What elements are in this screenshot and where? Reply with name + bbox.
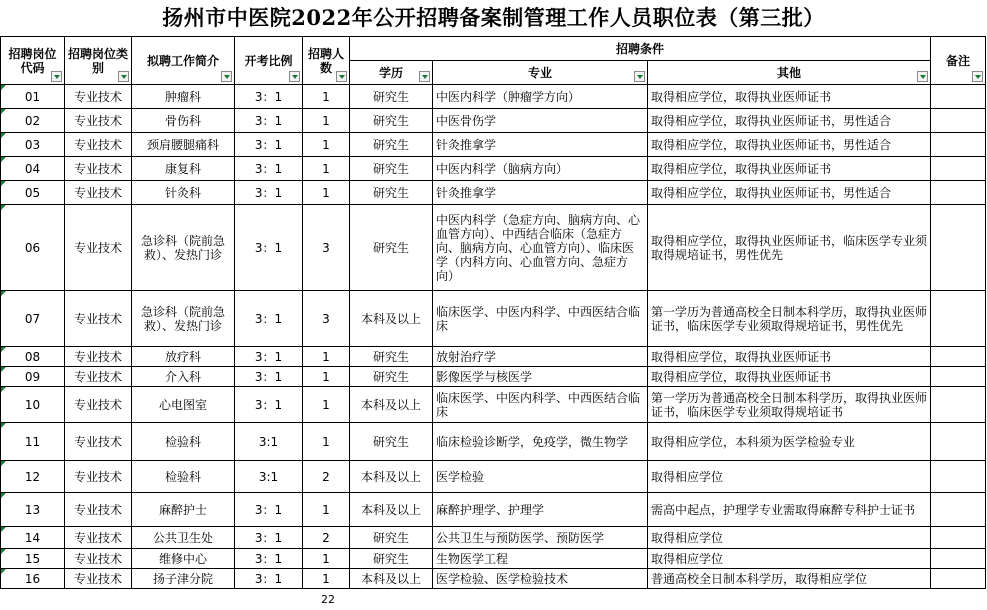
- cell-category[interactable]: 专业技术: [65, 181, 132, 205]
- header-conditions: 招聘条件: [350, 37, 931, 61]
- table-row: [1, 461, 986, 493]
- cell-major[interactable]: 中医内科学（脑病方向）: [433, 157, 648, 181]
- cell-ratio[interactable]: 3：1: [235, 549, 303, 569]
- table-row: [1, 493, 986, 527]
- filter-dropdown-icon[interactable]: [634, 71, 645, 82]
- table-row: [1, 347, 986, 367]
- cell-job[interactable]: 肿瘤科: [132, 85, 235, 109]
- cell-other[interactable]: 第一学历为普通高校全日制本科学历，取得执业医师证书，临床医学专业须取得规培证书，男性优先: [648, 291, 931, 347]
- cell-education[interactable]: 研究生: [350, 133, 433, 157]
- cell-remark[interactable]: [931, 181, 986, 205]
- cell-major[interactable]: 临床检验诊断学，免疫学，微生物学: [433, 423, 648, 461]
- cell-category[interactable]: 专业技术: [65, 569, 132, 589]
- cell-code[interactable]: 11: [1, 423, 65, 461]
- table-row: [1, 387, 986, 423]
- cell-major[interactable]: 中医骨伤学: [433, 109, 648, 133]
- cell-category[interactable]: 专业技术: [65, 549, 132, 569]
- cell-other[interactable]: 普通高校全日制本科学历，取得相应学位: [648, 569, 931, 589]
- cell-category[interactable]: 专业技术: [65, 157, 132, 181]
- cell-category[interactable]: 专业技术: [65, 109, 132, 133]
- cell-category[interactable]: 专业技术: [65, 347, 132, 367]
- cell-other[interactable]: 取得相应学位，取得执业医师证书，男性适合: [648, 181, 931, 205]
- cell-count[interactable]: 2: [303, 461, 350, 493]
- cell-major[interactable]: 医学检验: [433, 461, 648, 493]
- cell-count[interactable]: 3: [303, 205, 350, 291]
- cell-education[interactable]: 研究生: [350, 527, 433, 549]
- cell-category[interactable]: 专业技术: [65, 291, 132, 347]
- cell-major[interactable]: 针灸推拿学: [433, 181, 648, 205]
- header-category[interactable]: 招聘岗位类别: [65, 37, 132, 85]
- cell-code[interactable]: 02: [1, 109, 65, 133]
- table-row: [1, 569, 986, 589]
- cell-remark[interactable]: [931, 527, 986, 549]
- filter-dropdown-icon[interactable]: [51, 71, 62, 82]
- header-major[interactable]: 专业: [433, 61, 648, 85]
- filter-dropdown-icon[interactable]: [118, 71, 129, 82]
- cell-remark[interactable]: [931, 493, 986, 527]
- cell-job[interactable]: 麻醉护士: [132, 493, 235, 527]
- cell-major[interactable]: 影像医学与核医学: [433, 367, 648, 387]
- cell-ratio[interactable]: 3：1: [235, 347, 303, 367]
- cell-category[interactable]: 专业技术: [65, 461, 132, 493]
- cell-other[interactable]: 取得相应学位，本科须为医学检验专业: [648, 423, 931, 461]
- cell-code[interactable]: 10: [1, 387, 65, 423]
- cell-ratio[interactable]: 3：1: [235, 85, 303, 109]
- cell-count[interactable]: 1: [303, 109, 350, 133]
- cell-remark[interactable]: [931, 109, 986, 133]
- table-row: [1, 205, 986, 291]
- cell-remark[interactable]: [931, 569, 986, 589]
- cell-education[interactable]: 本科及以上: [350, 569, 433, 589]
- filter-dropdown-icon[interactable]: [336, 71, 347, 82]
- cell-education[interactable]: 研究生: [350, 205, 433, 291]
- cell-major[interactable]: 医学检验、医学检验技术: [433, 569, 648, 589]
- cell-remark[interactable]: [931, 291, 986, 347]
- cell-count[interactable]: 1: [303, 493, 350, 527]
- cell-remark[interactable]: [931, 347, 986, 367]
- cell-major[interactable]: 生物医学工程: [433, 549, 648, 569]
- filter-dropdown-icon[interactable]: [972, 71, 983, 82]
- cell-major[interactable]: 放射治疗学: [433, 347, 648, 367]
- table-row: [1, 157, 986, 181]
- cell-ratio[interactable]: 3：1: [235, 493, 303, 527]
- table-row: [1, 423, 986, 461]
- filter-dropdown-icon[interactable]: [221, 71, 232, 82]
- cell-other[interactable]: 取得相应学位: [648, 461, 931, 493]
- cell-major[interactable]: 临床医学、中医内科学、中西医结合临床: [433, 291, 648, 347]
- cell-education[interactable]: 研究生: [350, 181, 433, 205]
- cell-ratio[interactable]: 3：1: [235, 133, 303, 157]
- cell-code[interactable]: 04: [1, 157, 65, 181]
- cell-other[interactable]: 取得相应学位，取得执业医师证书: [648, 367, 931, 387]
- table-row: [1, 527, 986, 549]
- cell-other[interactable]: 取得相应学位，取得执业医师证书: [648, 347, 931, 367]
- cell-remark[interactable]: [931, 549, 986, 569]
- filter-dropdown-icon[interactable]: [419, 71, 430, 82]
- table-row: [1, 549, 986, 569]
- cell-code[interactable]: 07: [1, 291, 65, 347]
- cell-major[interactable]: 麻醉护理学、护理学: [433, 493, 648, 527]
- cell-remark[interactable]: [931, 461, 986, 493]
- cell-ratio[interactable]: 3：1: [235, 205, 303, 291]
- header-other[interactable]: 其他: [648, 61, 931, 85]
- cell-code[interactable]: 01: [1, 85, 65, 109]
- cell-category[interactable]: 专业技术: [65, 423, 132, 461]
- cell-education[interactable]: 研究生: [350, 157, 433, 181]
- cell-major[interactable]: 中医内科学（肿瘤学方向）: [433, 85, 648, 109]
- table-row: [1, 85, 986, 109]
- cell-count[interactable]: 1: [303, 549, 350, 569]
- cell-other[interactable]: 取得相应学位: [648, 549, 931, 569]
- table-row: [1, 367, 986, 387]
- cell-category[interactable]: 专业技术: [65, 85, 132, 109]
- cell-ratio[interactable]: 3:1: [235, 461, 303, 493]
- cell-job[interactable]: 检验科: [132, 461, 235, 493]
- cell-code[interactable]: 14: [1, 527, 65, 549]
- cell-code[interactable]: 09: [1, 367, 65, 387]
- cell-code[interactable]: 16: [1, 569, 65, 589]
- cell-count[interactable]: 1: [303, 569, 350, 589]
- cell-category[interactable]: 专业技术: [65, 367, 132, 387]
- header-job[interactable]: 拟聘工作简介: [132, 37, 235, 85]
- table-row: [1, 291, 986, 347]
- cell-education[interactable]: 本科及以上: [350, 387, 433, 423]
- cell-other[interactable]: 取得相应学位，取得执业医师证书: [648, 157, 931, 181]
- cell-job[interactable]: 检验科: [132, 423, 235, 461]
- filter-dropdown-icon[interactable]: [289, 71, 300, 82]
- cell-other[interactable]: 取得相应学位: [648, 527, 931, 549]
- cell-code[interactable]: 13: [1, 493, 65, 527]
- cell-remark[interactable]: [931, 85, 986, 109]
- cell-major[interactable]: 公共卫生与预防医学、预防医学: [433, 527, 648, 549]
- cell-other[interactable]: 需高中起点，护理学专业需取得麻醉专科护士证书: [648, 493, 931, 527]
- cell-education[interactable]: 本科及以上: [350, 461, 433, 493]
- cell-ratio[interactable]: 3：1: [235, 109, 303, 133]
- cell-major[interactable]: 中医内科学（急症方向、脑病方向、心血管方向）、中西结合临床（急症方向、脑病方向、心血管方向）、临床医学（内科方向、心血管方向、急症方向）: [433, 205, 648, 291]
- cell-major[interactable]: 临床医学、中医内科学、中西医结合临床: [433, 387, 648, 423]
- header-count[interactable]: 招聘人数: [303, 37, 350, 85]
- cell-ratio[interactable]: 3：1: [235, 527, 303, 549]
- cell-education[interactable]: 研究生: [350, 549, 433, 569]
- cell-count[interactable]: 1: [303, 387, 350, 423]
- cell-job[interactable]: 针灸科: [132, 181, 235, 205]
- cell-major[interactable]: 针灸推拿学: [433, 133, 648, 157]
- cell-count[interactable]: 1: [303, 85, 350, 109]
- cell-job[interactable]: 康复科: [132, 157, 235, 181]
- cell-remark[interactable]: [931, 205, 986, 291]
- header-education[interactable]: 学历: [350, 61, 433, 85]
- cell-job[interactable]: 介入科: [132, 367, 235, 387]
- page-number: 22: [321, 593, 335, 606]
- cell-other[interactable]: 取得相应学位，取得执业医师证书: [648, 85, 931, 109]
- cell-job[interactable]: 急诊科（院前急救）、发热门诊: [132, 205, 235, 291]
- cell-count[interactable]: 2: [303, 527, 350, 549]
- cell-remark[interactable]: [931, 133, 986, 157]
- cell-category[interactable]: 专业技术: [65, 493, 132, 527]
- cell-other[interactable]: 取得相应学位，取得执业医师证书，男性适合: [648, 133, 931, 157]
- cell-count[interactable]: 1: [303, 347, 350, 367]
- cell-category[interactable]: 专业技术: [65, 527, 132, 549]
- table-row: [1, 133, 986, 157]
- cell-education[interactable]: 本科及以上: [350, 291, 433, 347]
- cell-code[interactable]: 15: [1, 549, 65, 569]
- cell-ratio[interactable]: 3：1: [235, 157, 303, 181]
- cell-ratio[interactable]: 3：1: [235, 181, 303, 205]
- cell-category[interactable]: 专业技术: [65, 205, 132, 291]
- cell-count[interactable]: 1: [303, 367, 350, 387]
- cell-job[interactable]: 心电图室: [132, 387, 235, 423]
- cell-remark[interactable]: [931, 423, 986, 461]
- cell-education[interactable]: 研究生: [350, 367, 433, 387]
- cell-code[interactable]: 05: [1, 181, 65, 205]
- table-body: [1, 85, 986, 589]
- cell-count[interactable]: 1: [303, 181, 350, 205]
- cell-category[interactable]: 专业技术: [65, 133, 132, 157]
- cell-job[interactable]: 颈肩腰腿痛科: [132, 133, 235, 157]
- cell-count[interactable]: 1: [303, 423, 350, 461]
- cell-code[interactable]: 03: [1, 133, 65, 157]
- cell-ratio[interactable]: 3：1: [235, 387, 303, 423]
- filter-dropdown-icon[interactable]: [917, 71, 928, 82]
- header-ratio[interactable]: 开考比例: [235, 37, 303, 85]
- job-table: [0, 36, 986, 589]
- cell-other[interactable]: 取得相应学位，取得执业医师证书，临床医学专业须取得规培证书，男性优先: [648, 205, 931, 291]
- cell-code[interactable]: 12: [1, 461, 65, 493]
- cell-education[interactable]: 研究生: [350, 109, 433, 133]
- cell-category[interactable]: 专业技术: [65, 387, 132, 423]
- cell-job[interactable]: 放疗科: [132, 347, 235, 367]
- cell-remark[interactable]: [931, 367, 986, 387]
- cell-job[interactable]: 维修中心: [132, 549, 235, 569]
- cell-other[interactable]: 取得相应学位，取得执业医师证书，男性适合: [648, 109, 931, 133]
- cell-job[interactable]: 扬子津分院: [132, 569, 235, 589]
- cell-code[interactable]: 08: [1, 347, 65, 367]
- cell-count[interactable]: 3: [303, 291, 350, 347]
- cell-education[interactable]: 研究生: [350, 347, 433, 367]
- cell-ratio[interactable]: 3：1: [235, 367, 303, 387]
- cell-other[interactable]: 第一学历为普通高校全日制本科学历，取得执业医师证书，临床医学专业须取得规培证书: [648, 387, 931, 423]
- cell-ratio[interactable]: 3：1: [235, 291, 303, 347]
- cell-job[interactable]: 公共卫生处: [132, 527, 235, 549]
- cell-count[interactable]: 1: [303, 157, 350, 181]
- cell-education[interactable]: 本科及以上: [350, 493, 433, 527]
- table-row: [1, 181, 986, 205]
- cell-job[interactable]: 急诊科（院前急救）、发热门诊: [132, 291, 235, 347]
- cell-remark[interactable]: [931, 387, 986, 423]
- cell-code[interactable]: 06: [1, 205, 65, 291]
- cell-job[interactable]: 骨伤科: [132, 109, 235, 133]
- cell-count[interactable]: 1: [303, 133, 350, 157]
- page-title: 扬州市中医院2022年公开招聘备案制管理工作人员职位表（第三批）: [162, 5, 825, 30]
- cell-ratio[interactable]: 3：1: [235, 569, 303, 589]
- cell-remark[interactable]: [931, 157, 986, 181]
- header-code[interactable]: 招聘岗位代码: [1, 37, 65, 85]
- table-row: [1, 109, 986, 133]
- cell-education[interactable]: 研究生: [350, 423, 433, 461]
- cell-education[interactable]: 研究生: [350, 85, 433, 109]
- cell-ratio[interactable]: 3:1: [235, 423, 303, 461]
- header-remark[interactable]: 备注: [931, 37, 986, 85]
